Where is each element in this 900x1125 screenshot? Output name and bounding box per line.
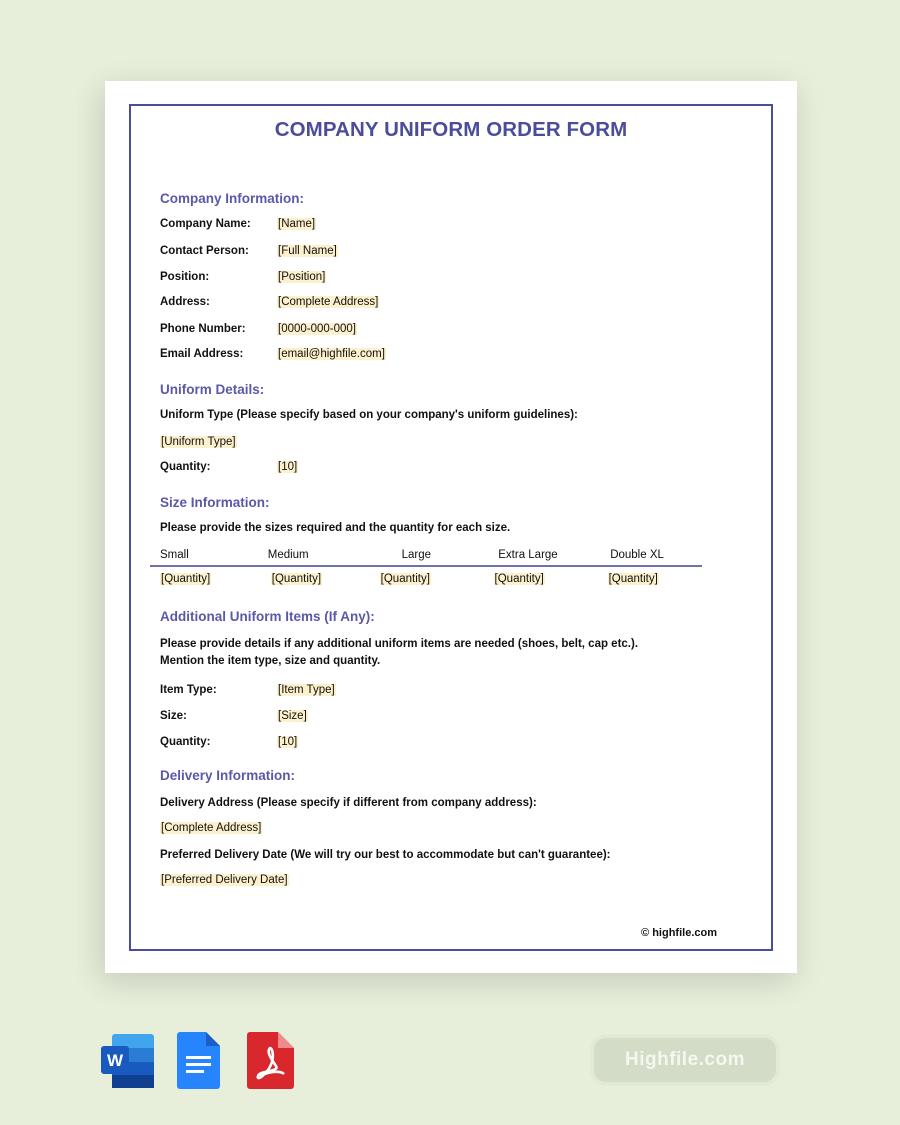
size-quantity-extra-large[interactable]: [Quantity] (494, 573, 544, 585)
section-heading-uniform: Uniform Details: (160, 382, 265, 397)
field-label: Item Type: (160, 684, 217, 696)
field-value-item-size[interactable]: [Size] (278, 710, 307, 722)
field-label: Email Address: (160, 348, 244, 360)
field-label: Address: (160, 296, 210, 308)
uniform-type-note: Uniform Type (Please specify based on your company's uniform guidelines): (160, 409, 578, 421)
size-table-header (150, 545, 702, 565)
delivery-address-note: Delivery Address (Please specify if different from company address): (160, 797, 537, 809)
section-heading-size: Size Information: (160, 495, 270, 510)
document-page (105, 81, 797, 973)
size-column-medium: Medium (267, 549, 309, 561)
additional-note-line1: Please provide details if any additional uniform items are needed (shoes, belt, cap etc.). (160, 638, 639, 650)
field-label: Position: (160, 271, 210, 283)
field-value-item-quantity[interactable]: [10] (278, 736, 298, 748)
size-quantity-large[interactable]: [Quantity] (380, 573, 430, 585)
field-label: Company Name: (160, 218, 251, 230)
field-label: Phone Number: (160, 323, 246, 335)
field-value-delivery-date[interactable]: [Preferred Delivery Date] (161, 874, 288, 886)
brand-badge[interactable]: Highfile.com (594, 1038, 776, 1082)
format-icons (100, 1030, 300, 1090)
size-column-large: Large (401, 549, 432, 561)
size-quantity-medium[interactable]: [Quantity] (271, 573, 322, 585)
field-label: Quantity: (160, 461, 211, 473)
size-note: Please provide the sizes required and the quantity for each size. (160, 522, 511, 534)
field-value-item-type[interactable]: [Item Type] (278, 684, 335, 696)
field-value-contact-person[interactable]: [Full Name] (278, 245, 337, 257)
word-icon[interactable] (100, 1030, 156, 1090)
field-value-phone[interactable]: [0000-000-000] (278, 323, 357, 335)
section-heading-delivery: Delivery Information: (160, 768, 296, 783)
field-value-uniform-quantity[interactable]: [10] (278, 461, 298, 473)
size-table-row (150, 565, 702, 591)
google-docs-icon[interactable] (172, 1030, 228, 1090)
copyright-text: © highfile.com (641, 927, 717, 939)
section-heading-additional: Additional Uniform Items (If Any): (160, 609, 375, 624)
field-value-delivery-address[interactable]: [Complete Address] (161, 822, 262, 834)
field-value-company-name[interactable]: [Name] (278, 218, 316, 230)
field-label: Contact Person: (160, 245, 249, 257)
field-value-uniform-type[interactable]: [Uniform Type] (161, 436, 236, 448)
field-value-address[interactable]: [Complete Address] (278, 296, 379, 308)
field-label: Size: (160, 710, 187, 722)
field-label: Quantity: (160, 736, 211, 748)
size-column-extra-large: Extra Large (498, 549, 558, 561)
page-title: COMPANY UNIFORM ORDER FORM (274, 118, 628, 141)
size-quantity-small[interactable]: [Quantity] (161, 573, 211, 585)
additional-note-line2: Mention the item type, size and quantity. (160, 655, 381, 667)
svg-text:W: W (106, 1051, 124, 1070)
field-value-email[interactable]: [email@highfile.com] (278, 348, 385, 360)
size-quantity-double-xl[interactable]: [Quantity] (608, 573, 658, 585)
size-table (150, 545, 702, 591)
size-column-double-xl: Double XL (610, 549, 664, 561)
section-heading-company: Company Information: (160, 191, 304, 206)
size-column-small: Small (160, 549, 189, 561)
pdf-icon[interactable] (244, 1030, 300, 1090)
field-value-position[interactable]: [Position] (278, 271, 326, 283)
delivery-date-note: Preferred Delivery Date (We will try our best to accommodate but can't guarantee): (160, 849, 611, 861)
